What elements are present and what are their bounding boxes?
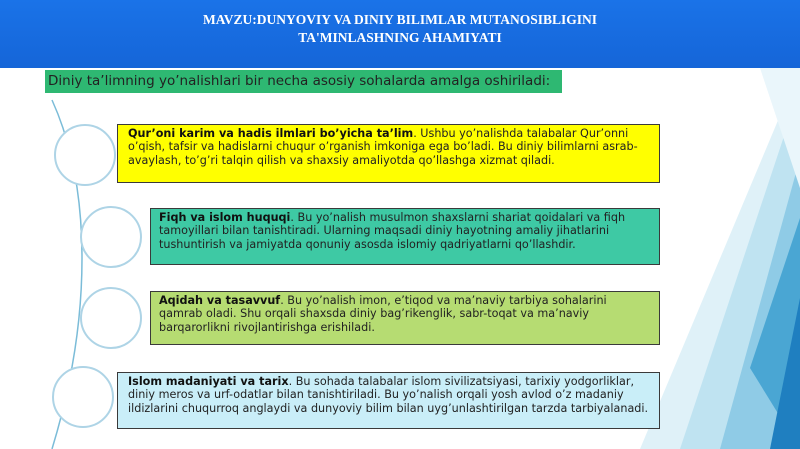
page-title-line-2: TA'MINLASHNING AHAMIYATI: [298, 30, 502, 45]
content-box-4: [117, 372, 660, 429]
content-box-3: [150, 291, 660, 345]
content-box-3-heading: Aqidah va tasavvuf: [159, 294, 281, 307]
bullet-circle-1: [54, 124, 116, 186]
content-box-4-heading: Islom madaniyati va tarix: [128, 375, 289, 388]
bullet-circle-4: [52, 366, 114, 428]
content-box-2: [150, 208, 660, 265]
content-box-1-text: . Ushbu yo’nalishda talabalar Qur’onni o’qish, tafsir va hadislarni chuqur o’rganish imkoniga ega bo’ladi. Bu diniy bilimlarni asrab-avaylash, to’g’ri talqin qilish va shaxsiy amaliyotda qo’llashga xizmat qiladi.: [128, 127, 638, 167]
content-box-3-text: . Bu yo’nalish imon, e’tiqod va ma’naviy tarbiya sohalarini qamrab oladi. Shu orqali shaxsda diniy bag’rikenglik, sabr-toqat va ma’naviy barqarorlikni rivojlantirishga erishiladi.: [159, 294, 607, 334]
content-box-2-text: . Bu yo’nalish musulmon shaxslarni shariat qoidalari va fiqh tamoyillari bilan tanishtiradi. Ularning maqsadi diniy hayotning amaliy jihatlarini tushuntirish va jamiyatda qonuniy asosda islomiy qadriyatlarni qo’llashdir.: [159, 211, 626, 251]
page-title: [40, 11, 760, 47]
content-box-1: [117, 124, 660, 183]
bullet-circle-2: [80, 206, 142, 268]
content-box-2-heading: Fiqh va islom huquqi: [159, 211, 291, 224]
title-banner: [0, 0, 800, 68]
intro-text: Diniy ta’limning yo’nalishlari bir necha asosiy sohalarda amalga oshiriladi:: [48, 73, 551, 89]
content-box-1-heading: Qur’oni karim va hadis ilmlari bo’yicha ta’lim: [128, 127, 414, 140]
bullet-circle-3: [80, 287, 142, 349]
page-title-line-1: MAVZU:DUNYOVIY VA DINIY BILIMLAR MUTANOSIBLIGINI: [202, 12, 598, 27]
content-box-4-text: . Bu sohada talabalar islom sivilizatsiyasi, tarixiy yodgorliklar, diniy meros va urf-odatlar bilan tanishtiriladi. Bu yo’nalish orqali yosh avlod o’z madaniy ildizlarini chuqurroq anglaydi va dunyoviy bilim bilan uyg’unlashtirilgan tarzda tarbiyalanadi.: [128, 375, 649, 415]
